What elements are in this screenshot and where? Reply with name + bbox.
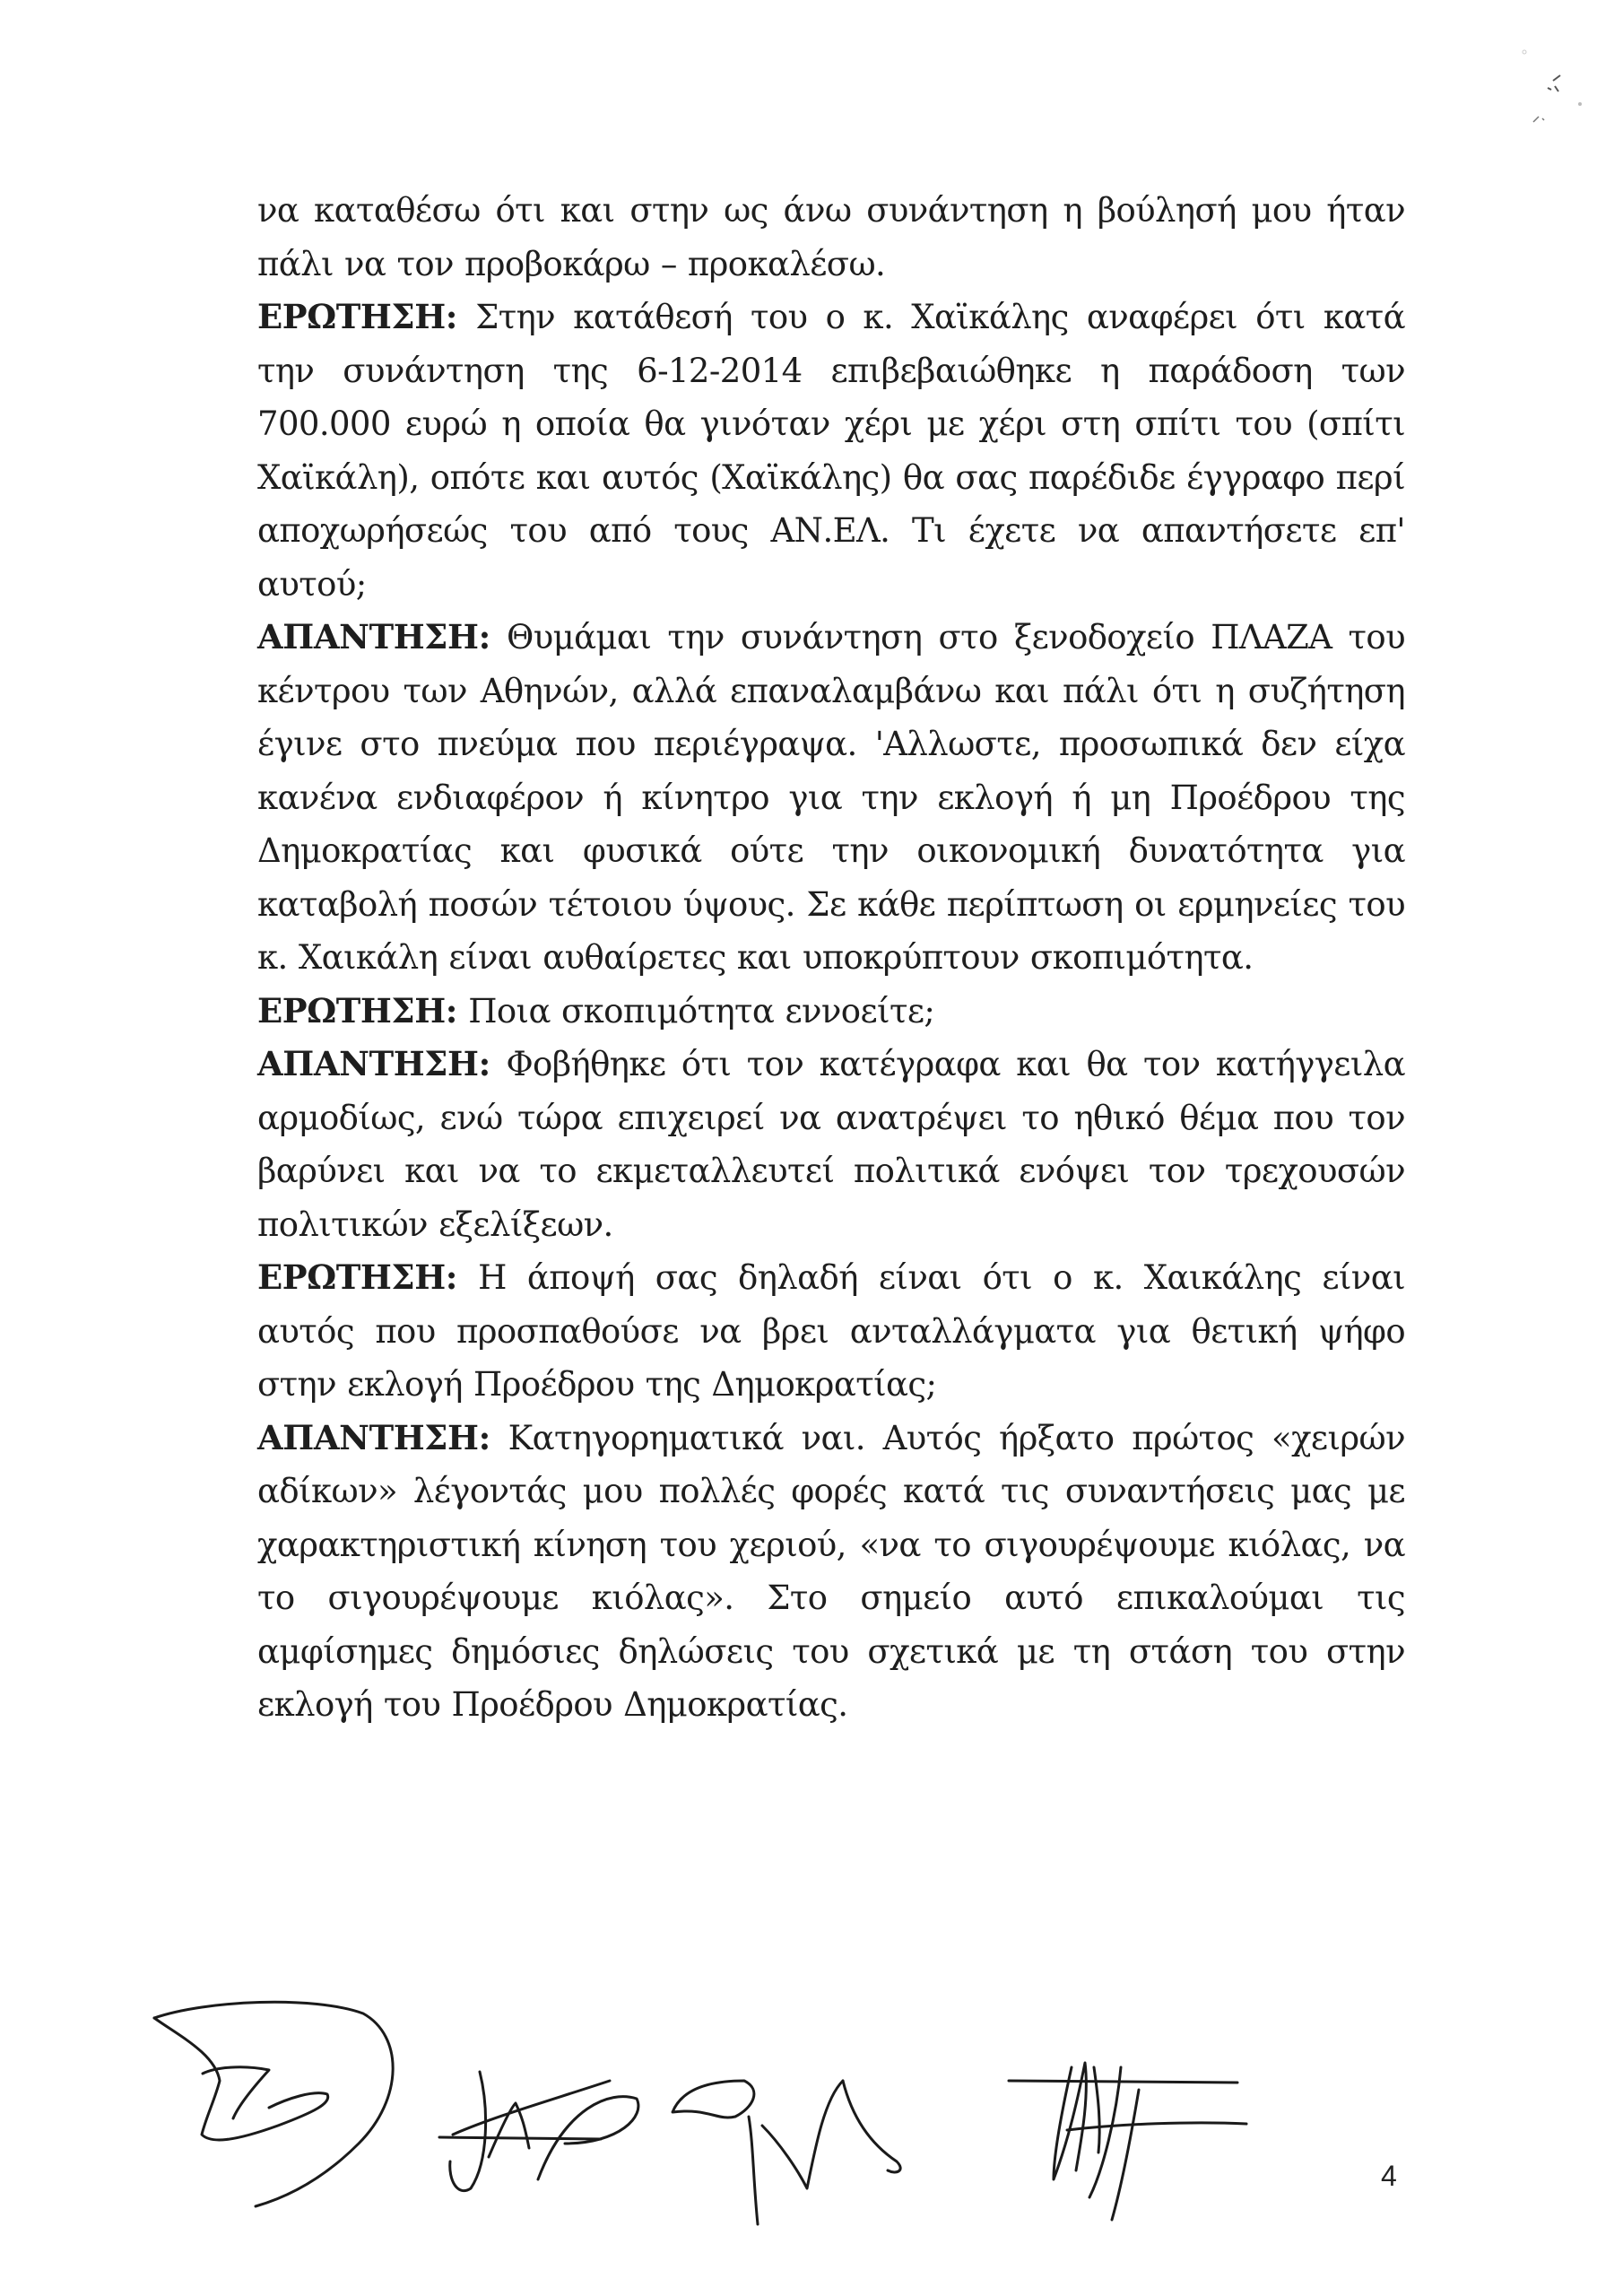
- signatures-area: [135, 1964, 1480, 2233]
- answer-text: Φοβήθηκε ότι τον κατέγραφα και θα τον κατήγγειλα αρμοδίως, ενώ τώρα επιχειρεί να ανατρέψει το ηθικό θέμα που τον βαρύνει και να το εκμεταλλευτεί πολιτικά ενόψει τον τρεχουσών πολιτικών εξελίξεων.: [257, 1045, 1405, 1244]
- answer-label: ΑΠΑΝΤΗΣΗ:: [257, 1044, 490, 1083]
- question-label: ΕΡΩΤΗΣΗ:: [257, 297, 458, 336]
- question-block: [257, 291, 1405, 611]
- signature-3-icon: [673, 2081, 900, 2224]
- answer-block: [257, 611, 1405, 985]
- signature-1-icon: [154, 2002, 393, 2206]
- question-text: Η άποψή σας δηλαδή είναι ότι ο κ. Χαικάλης είναι αυτός που προσπαθούσε να βρει ανταλλάγματα για θετική ψήφο στην εκλογή Προέδρου της Δημοκρατίας;: [257, 1258, 1405, 1404]
- signature-2-icon: [439, 2072, 638, 2191]
- answer-text: Κατηγορηματικά ναι. Αυτός ήρξατο πρώτος «χειρών αδίκων» λέγοντάς μου πολλές φορές κατά τις συναντήσεις μας με χαρακτηριστική κίνηση του χεριού, «να το σιγουρέψουμε κιόλας, να το σιγουρέψουμε κιόλας». Στο σημείο αυτό επικαλούμαι τις αμφίσημες δημόσιες δηλώσεις του σχετικά με τη στάση του στην εκλογή του Προέδρου Δημοκρατίας.: [257, 1418, 1405, 1724]
- question-label: ΕΡΩΤΗΣΗ:: [257, 990, 458, 1031]
- question-text: Ποια σκοπιμότητα εννοείτε;: [468, 991, 935, 1031]
- answer-block: [257, 1038, 1405, 1251]
- answer-text: Θυμάμαι την συνάντηση στο ξενοδοχείο ΠΛΑΖΑ του κέντρου των Αθηνών, αλλά επαναλαμβάνω και πάλι ότι η συζήτηση έγινε στο πνεύμα που περιέγραψα. 'Αλλωστε, προσωπικά δεν είχα κανένα ενδιαφέρον ή κίνητρο για την εκλογή ή μη Προέδρου της Δημοκρατίας και φυσικά ούτε την οικονομική δυνατότητα για καταβολή ποσών τέτοιου ύψους. Σε κάθε περίπτωση οι ερμηνείες του κ. Χαικάλη είναι αυθαίρετες και υποκρύπτουν σκοπιμότητα.: [257, 618, 1405, 977]
- question-text: Στην κατάθεσή του ο κ. Χαϊκάλης αναφέρει ότι κατά την συνάντηση της 6-12-2014 επιβεβαιώθηκε η παράδοση των 700.000 ευρώ η οποία θα γινόταν χέρι με χέρι στη σπίτι του (σπίτι Χαϊκάλη), οπότε και αυτός (Χαϊκάλης) θα σας παρέδιδε έγγραφο περί αποχωρήσεώς του από τους ΑΝ.ΕΛ. Τι έχετε να απαντήσετε επ' αυτού;: [257, 298, 1405, 604]
- answer-label: ΑΠΑΝΤΗΣΗ:: [257, 1417, 490, 1457]
- paragraph-text: να καταθέσω ότι και στην ως άνω συνάντηση η βούλησή μου ήταν πάλι να τον προβοκάρω – προκαλέσω.: [257, 191, 1405, 283]
- deposition-text: [257, 184, 1405, 1732]
- page-number: 4: [1381, 2160, 1397, 2192]
- signature-4-icon: [1009, 2063, 1246, 2220]
- answer-block: [257, 1412, 1405, 1732]
- scan-speckle-icon: [1515, 45, 1614, 126]
- question-label: ΕΡΩΤΗΣΗ:: [257, 1257, 458, 1297]
- question-block: [257, 1251, 1405, 1412]
- answer-label: ΑΠΑΝΤΗΣΗ:: [257, 617, 490, 657]
- continuation-paragraph: [257, 184, 1405, 291]
- question-block: [257, 985, 1405, 1039]
